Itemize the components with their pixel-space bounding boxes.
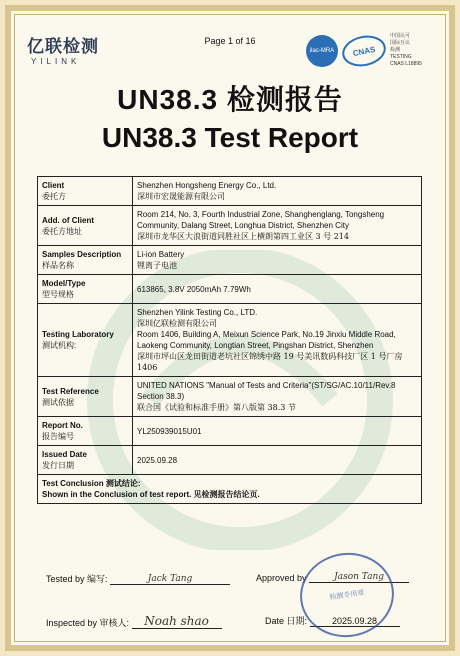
row-value: [133, 377, 422, 417]
row-label-en: Samples Description: [42, 250, 122, 259]
accreditation-marks: [306, 33, 434, 68]
inspected-by-label: Inspected by 审核人:: [46, 618, 130, 628]
row-value-line: Room 214, No. 3, Fourth Industrial Zone, Shanghenglang, Tongsheng Community, Dalang Street, Longhua District, Shenzhen City: [137, 210, 385, 230]
row-value: [133, 206, 422, 246]
tested-by-label: Tested by 编写:: [46, 574, 108, 584]
table-row: [38, 417, 422, 446]
cnas-logo-icon: CNAS: [339, 31, 388, 69]
table-row: [38, 177, 422, 206]
row-label-en: Issued Date: [42, 450, 87, 459]
row-label-en: Client: [42, 181, 65, 190]
row-value-line: Li-ion Battery: [137, 250, 185, 259]
row-value-line: 2025.09.28: [137, 455, 178, 465]
row-label-cn: 发行日期: [42, 461, 74, 470]
row-label: [38, 446, 133, 475]
cert-line: 国际互认: [390, 40, 411, 46]
row-label: [38, 246, 133, 275]
tested-by-field: [46, 572, 230, 585]
conclusion-text: Shown in the Conclusion of test report. 见检测报告结论页.: [42, 490, 260, 499]
logo-cn-text: 亿联检测: [27, 37, 99, 56]
table-row: [38, 304, 422, 377]
row-label-cn: 样品名称: [42, 261, 74, 270]
approved-by-label: Approved by: [256, 573, 307, 583]
row-value: [133, 246, 422, 275]
row-label-cn: 委托方: [42, 192, 66, 201]
accreditation-text: [390, 33, 434, 68]
row-label-en: Test Reference: [42, 386, 99, 396]
report-title-en: UN38.3 Test Report: [101, 122, 359, 153]
row-label-en: Testing Laboratory: [42, 330, 114, 339]
row-label: [38, 304, 133, 377]
table-row: [38, 275, 422, 304]
row-label-en: Add. of Client: [42, 215, 94, 225]
row-label-en: Report No.: [42, 421, 83, 430]
row-label: [38, 275, 133, 304]
row-label-cn: 测试机构:: [42, 341, 77, 350]
row-label-cn: 委托方地址: [42, 226, 82, 236]
row-value-line: Shenzhen Yilink Testing Co., LTD.: [137, 308, 258, 317]
row-value-line: UNITED NATIONS "Manual of Tests and Criteria"(ST/SG/AC.10/11/Rev.8 Section 38.3): [137, 381, 396, 401]
row-label: [38, 417, 133, 446]
cert-line: 检测: [390, 47, 401, 53]
row-label: [38, 206, 133, 246]
row-value: [133, 446, 422, 475]
page-number: Page 1 of 16: [204, 36, 256, 46]
table-row: [38, 246, 422, 275]
inspected-by-field: [46, 614, 222, 629]
tested-by-signature: Jack Tang: [110, 574, 230, 585]
row-label-cn: 测试依据: [42, 397, 74, 407]
row-label-cn: 型号规格: [42, 290, 74, 299]
row-value: [133, 275, 422, 304]
logo-en-text: YILINK: [31, 57, 81, 66]
row-label: [38, 177, 133, 206]
row-value: [133, 177, 422, 206]
cert-line: CNAS L18895: [390, 61, 422, 67]
row-value-line: 联合国《试验和标准手册》第八版第 38.3 节: [137, 403, 296, 412]
row-value-line: 深圳市坪山区龙田街道老坑社区锦绣中路 19 号美讯数码科技厂区 1 号厂房 1406: [137, 352, 403, 372]
row-value-line: 深圳市宏晟能源有限公司: [137, 192, 225, 201]
report-title-cn: UN38.3 检测报告: [117, 84, 343, 115]
approved-by-signature: Jason Tang: [309, 572, 409, 583]
table-row: [38, 377, 422, 417]
row-value-line: 深圳亿联检测有限公司: [137, 319, 217, 328]
row-value-line: Room 1406, Building A, Meixun Science Park, No.19 Jinxiu Middle Road, Laokeng Community, Longtian Street, Pingshan District, Shenzhen: [137, 330, 396, 350]
row-value: [133, 304, 422, 377]
cert-line: 中国认可: [390, 33, 411, 39]
conclusion-heading: Test Conclusion 测试结论:: [42, 479, 141, 488]
report-info-table: [37, 176, 422, 504]
row-value-line: Shenzhen Hongsheng Energy Co., Ltd.: [137, 181, 277, 190]
row-value-line: 锂离子电池: [137, 261, 177, 270]
date-label: Date 日期:: [265, 616, 308, 626]
row-value-line: 613865, 3.8V 2050mAh 7.79Wh: [137, 284, 251, 294]
inspected-by-signature: Noah shao: [132, 614, 222, 629]
cert-line: TESTING: [390, 54, 412, 60]
ilac-mra-icon: ilac-MRA: [306, 35, 338, 67]
stamp-text: 检测专用章: [329, 589, 365, 602]
row-label-en: Model/Type: [42, 279, 86, 288]
row-label-cn: 报告编号: [42, 432, 74, 441]
row-value-line: YL250939015U01: [137, 426, 202, 436]
date-value: 2025.09.28: [310, 616, 400, 627]
table-row: [38, 206, 422, 246]
table-row: [38, 446, 422, 475]
conclusion-row: [38, 475, 422, 504]
row-value-line: 深圳市龙华区大浪街道同胜社区上横朗第四工业区 3 号 214: [137, 232, 349, 241]
row-value: [133, 417, 422, 446]
row-label: [38, 377, 133, 417]
